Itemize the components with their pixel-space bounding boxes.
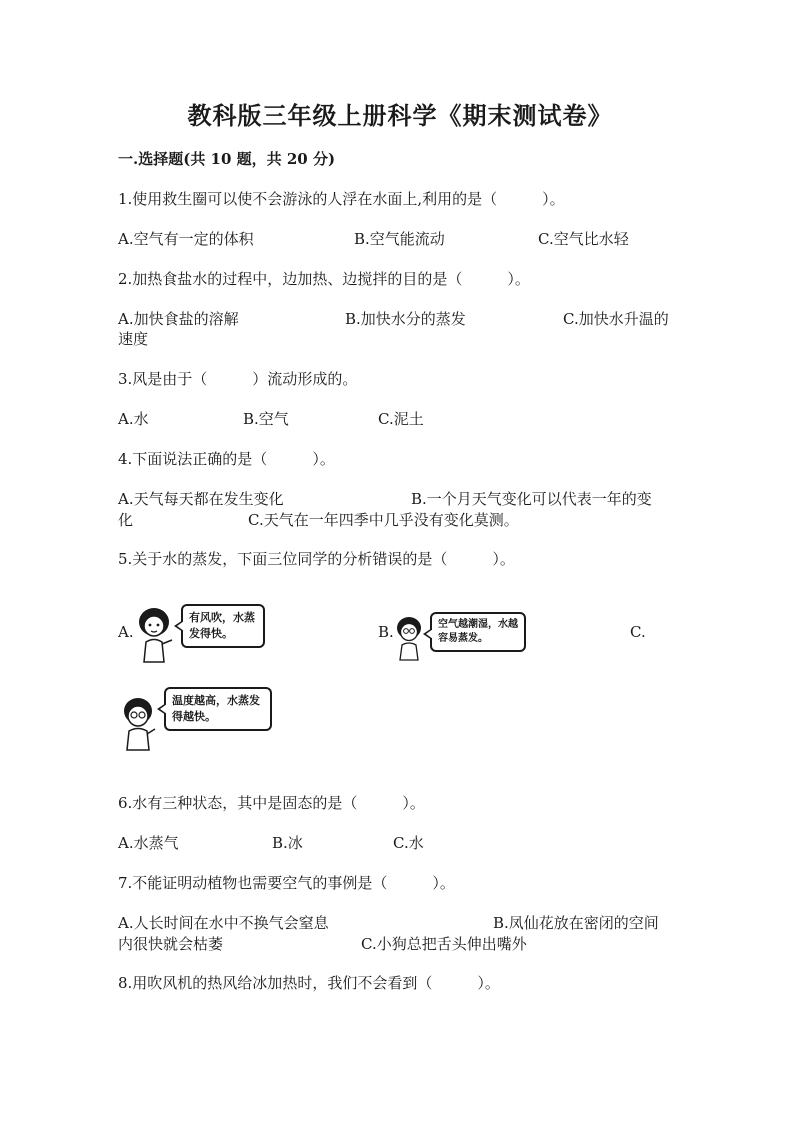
speech-bubble-b: 空气越潮湿，水越容易蒸发。 (430, 612, 526, 652)
question-2-option-b: B.加快水分的蒸发 (345, 310, 466, 328)
question-7-option-c: C.小狗总把舌头伸出嘴外 (361, 935, 527, 953)
section-heading: 一.选择题(共 10 题，共 20 分) (118, 150, 336, 168)
question-7-option-a: A.人长时间在水中不换气会窒息 (118, 914, 329, 932)
question-8-stem: 8.用吹风机的热风给冰加热时，我们不会看到（ ）。 (118, 974, 500, 992)
boy-student-figure (393, 615, 425, 661)
question-2-option-a: A.加快食盐的溶解 (118, 310, 239, 328)
question-2-option-c: C.加快水升温的 (563, 310, 669, 328)
question-1-stem: 1.使用救生圈可以使不会游泳的人浮在水面上,利用的是（ ）。 (118, 190, 565, 208)
question-4-option-b: B.一个月天气变化可以代表一年的变 (411, 490, 652, 508)
question-3-stem: 3.风是由于（ ）流动形成的。 (118, 370, 358, 388)
question-3-option-c: C.泥土 (378, 410, 424, 428)
question-4-option-b-continued: 化 (118, 511, 134, 529)
question-6-option-b: B.冰 (272, 834, 303, 852)
question-1-option-c: C.空气比水轻 (538, 230, 629, 248)
question-1-option-b: B.空气能流动 (354, 230, 445, 248)
question-5-option-b: B. (378, 623, 394, 641)
speech-bubble-a: 有风吹，水蒸发得快。 (181, 604, 265, 648)
question-3-option-a: A.水 (118, 410, 149, 428)
question-5-option-c: C. (630, 623, 646, 641)
question-7-option-b-continued: 内很快就会枯萎 (118, 935, 224, 953)
girl-student-figure (134, 604, 174, 664)
question-6-option-c: C.水 (393, 834, 424, 852)
question-5-stem: 5.关于水的蒸发，下面三位同学的分析错误的是（ ）。 (118, 550, 515, 568)
speech-bubble-c: 温度越高，水蒸发得越快。 (164, 687, 272, 731)
question-4-stem: 4.下面说法正确的是（ ）。 (118, 450, 335, 468)
boy-with-glasses-figure (118, 695, 158, 751)
question-1-option-a: A.空气有一定的体积 (118, 230, 254, 248)
question-7-stem: 7.不能证明动植物也需要空气的事例是（ ）。 (118, 874, 455, 892)
question-2-option-c-continued: 速度 (118, 330, 149, 348)
question-5-option-a: A. (118, 623, 134, 641)
question-4-option-c: C.天气在一年四季中几乎没有变化莫测。 (248, 511, 519, 529)
question-4-option-a: A.天气每天都在发生变化 (118, 490, 284, 508)
question-7-option-b: B.凤仙花放在密闭的空间 (493, 914, 659, 932)
page-title: 教科版三年级上册科学《期末测试卷》 (187, 101, 613, 130)
question-3-option-b: B.空气 (243, 410, 289, 428)
question-2-stem: 2.加热食盐水的过程中，边加热、边搅拌的目的是（ ）。 (118, 270, 530, 288)
question-6-stem: 6.水有三种状态，其中是固态的是（ ）。 (118, 794, 425, 812)
question-6-option-a: A.水蒸气 (118, 834, 179, 852)
